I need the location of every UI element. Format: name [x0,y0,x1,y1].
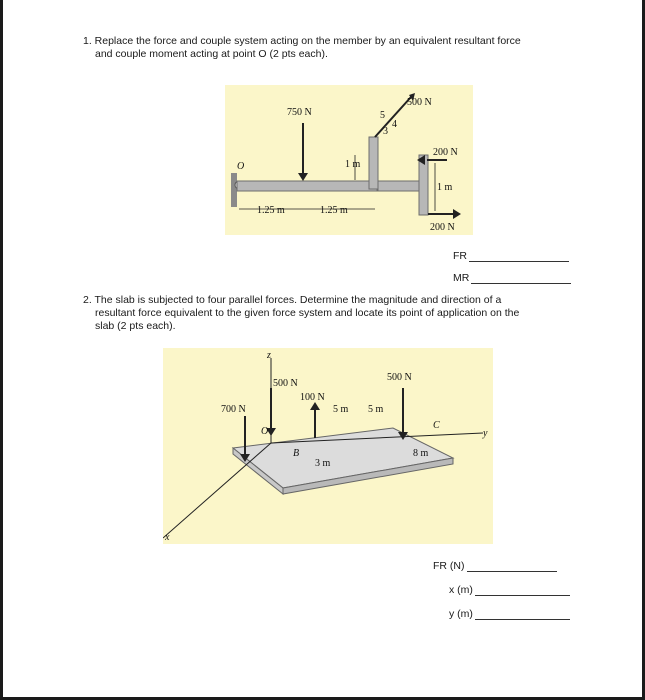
answer-x: x (m) [449,584,570,596]
label-8m: 8 m [413,448,429,459]
x-axis [163,443,271,538]
label-500: 500 N [407,97,432,108]
slab-diagram [163,348,493,544]
label-5m-a: 5 m [333,404,349,415]
label-100: 100 N [300,392,325,403]
label-1m-a: 1 m [345,159,361,170]
label-z: z [267,350,271,361]
question-2-figure [163,348,493,544]
vertical-post [369,137,378,189]
label-o: O [237,161,245,172]
label-125-b: 1.25 m [320,205,348,216]
answer-y: y (m) [449,608,570,620]
label-500-left: 500 N [273,378,298,389]
question-1-figure [225,85,473,235]
svg-text:5: 5 [380,110,385,121]
label-y: y [483,428,488,439]
answer-line[interactable] [467,571,557,572]
answer-line[interactable] [471,283,571,284]
answer-line[interactable] [475,619,570,620]
label-200-top: 200 N [433,147,458,158]
question-2-text: 2. The slab is subjected to four parallel forces. Determine the magnitude and direction of a resultant force equivalent to the given force system and locate its point of application on the slab (2 pts each). [83,294,520,332]
label-c: C [433,420,440,431]
svg-text:4: 4 [392,119,397,130]
member-diagram [225,85,473,235]
label-5m-b: 5 m [368,404,384,415]
label-125-a: 1.25 m [257,205,285,216]
label-3m: 3 m [315,458,331,469]
svg-text:3: 3 [383,126,388,137]
label-700: 700 N [221,404,246,415]
label-x: x [165,532,170,543]
answer-line[interactable] [469,261,569,262]
answer-fr-2: FR (N) [433,560,557,572]
horizontal-member [237,181,377,191]
label-o: O [261,426,269,437]
wall-support [231,173,237,207]
label-1m-b: 1 m [437,182,453,193]
answer-line[interactable] [475,595,570,596]
label-500-right: 500 N [387,372,412,383]
question-1-text: 1. Replace the force and couple system acting on the member by an equivalent resultant force and couple moment acting at point O (2 pts each). [83,35,521,60]
label-750: 750 N [287,107,312,118]
answer-fr-1: FR [453,250,569,262]
label-200-bottom: 200 N [430,222,455,233]
label-b: B [293,448,300,459]
answer-mr-1: MR [453,272,571,284]
